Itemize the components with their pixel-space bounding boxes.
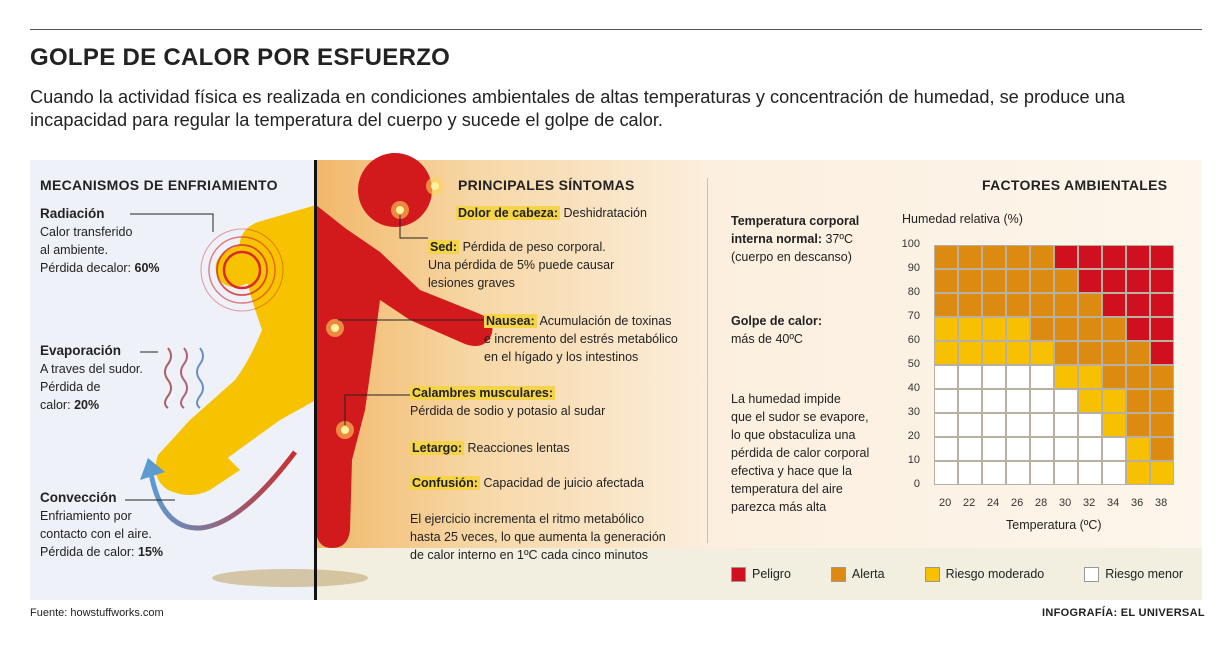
heatmap-cell <box>1126 341 1150 365</box>
heatmap-cell <box>1006 341 1030 365</box>
heatmap-cell <box>1126 269 1150 293</box>
heatmap-cell <box>1150 293 1174 317</box>
heatmap-cell <box>982 461 1006 485</box>
heatmap-cell <box>958 245 982 269</box>
heatmap-legend <box>731 565 1183 583</box>
ejercicio-block <box>410 510 666 564</box>
conveccion-line3: Pérdida de calor: <box>40 545 135 559</box>
heatmap-cell <box>1054 389 1078 413</box>
heatmap-cell <box>1078 365 1102 389</box>
legend-swatch <box>831 567 846 582</box>
heatmap-cell <box>1006 437 1030 461</box>
heatmap-cell <box>1030 365 1054 389</box>
mecanismos-heading: MECANISMOS DE ENFRIAMIENTO <box>40 177 278 193</box>
x-tick-label: 24 <box>987 497 1000 509</box>
heatmap-cell <box>982 365 1006 389</box>
dolor-desc: Deshidratación <box>563 206 647 220</box>
x-tick-label: 36 <box>1131 497 1144 509</box>
heatmap-cell <box>1102 341 1126 365</box>
heatmap-cell <box>1054 413 1078 437</box>
radiacion-block <box>40 205 160 277</box>
evaporation-waves <box>165 348 203 408</box>
heatmap-cell <box>1030 269 1054 293</box>
heatmap-cell <box>934 437 958 461</box>
nausea-title: Nausea: <box>486 314 535 328</box>
temp-normal-label1: Temperatura corporal <box>731 214 860 228</box>
golpe-desc: más de 40ºC <box>731 332 803 346</box>
heatmap-cell <box>1102 389 1126 413</box>
ejercicio-line3: de calor interno en 1ºC cada cinco minutos <box>410 548 649 562</box>
heatmap-cell <box>1078 389 1102 413</box>
legend-label: Riesgo moderado <box>945 567 1045 581</box>
nausea-line1: Acumulación de toxinas <box>539 314 672 328</box>
legend-label: Riesgo menor <box>1105 567 1184 581</box>
radiacion-title: Radiación <box>40 206 105 221</box>
temp-normal-label2: interna normal: <box>731 232 822 246</box>
heatmap-cell <box>1150 341 1174 365</box>
humedad-line2: que el sudor se evapore, <box>731 410 869 424</box>
temp-normal-block <box>731 212 859 266</box>
heatmap-cell <box>982 413 1006 437</box>
y-tick-label: 70 <box>907 310 920 322</box>
calambres-title: Calambres musculares: <box>412 386 554 400</box>
confusion-title: Confusión: <box>412 476 478 490</box>
radiacion-value: 60% <box>134 261 160 275</box>
chart-ylabel: Humedad relativa (%) <box>902 212 1023 226</box>
heatmap-cell <box>958 317 982 341</box>
heatmap-cell <box>982 293 1006 317</box>
heatmap-cell <box>1030 317 1054 341</box>
heatmap-cell <box>1054 269 1078 293</box>
heatmap-cell <box>1030 413 1054 437</box>
y-tick-label: 20 <box>907 430 920 442</box>
sed-line1: Pérdida de peso corporal. <box>462 240 606 254</box>
heatmap-cell <box>1126 437 1150 461</box>
golpe-block <box>731 312 822 348</box>
legend-swatch <box>925 567 940 582</box>
heatmap-cell <box>1054 437 1078 461</box>
heatmap-cell <box>1126 461 1150 485</box>
y-tick-label: 10 <box>907 454 920 466</box>
heatmap-cell <box>958 413 982 437</box>
heatmap-cell <box>958 437 982 461</box>
heatmap-cell <box>1102 245 1126 269</box>
y-tick-label: 60 <box>907 334 920 346</box>
heatmap-cell <box>982 317 1006 341</box>
x-tick-label: 26 <box>1011 497 1024 509</box>
legend-item <box>831 565 885 583</box>
sed-line3: lesiones graves <box>428 276 515 290</box>
heatmap-cell <box>958 269 982 293</box>
evaporacion-block <box>40 342 143 414</box>
temp-normal-line3: (cuerpo en descanso) <box>731 250 852 264</box>
heatmap-cell <box>1150 413 1174 437</box>
ejercicio-line1: El ejercicio incrementa el ritmo metabólico <box>410 512 645 526</box>
heatmap-cell <box>1126 317 1150 341</box>
humedad-line7: parezca más alta <box>731 500 827 514</box>
heatmap-cell <box>1030 341 1054 365</box>
heatmap-cell <box>1102 317 1126 341</box>
heatmap-cell <box>1054 341 1078 365</box>
golpe-label: Golpe de calor: <box>731 314 822 328</box>
heatmap-cell <box>1102 461 1126 485</box>
calambres-line1: Pérdida de sodio y potasio al sudar <box>410 404 606 418</box>
sed-line2: Una pérdida de 5% puede causar <box>428 258 615 272</box>
heatmap-cell <box>958 461 982 485</box>
heatmap-cell <box>1006 293 1030 317</box>
heatmap-cell <box>1006 413 1030 437</box>
heatmap-cell <box>934 341 958 365</box>
heatmap-cell <box>934 317 958 341</box>
y-tick-label: 50 <box>907 358 920 370</box>
heatmap-cell <box>1006 245 1030 269</box>
heatmap-cell <box>958 293 982 317</box>
heatmap-cell <box>1006 461 1030 485</box>
heatmap-cell <box>982 389 1006 413</box>
heatmap-cell <box>982 341 1006 365</box>
heatmap-cell <box>1078 461 1102 485</box>
heatmap-cell <box>1078 317 1102 341</box>
page-title: GOLPE DE CALOR POR ESFUERZO <box>30 44 451 71</box>
heatmap-cell <box>1006 389 1030 413</box>
nausea-block <box>484 312 678 366</box>
heatmap-cell <box>982 245 1006 269</box>
heatmap-cell <box>1102 413 1126 437</box>
conveccion-block <box>40 489 163 561</box>
heatmap-cell <box>934 269 958 293</box>
x-tick-label: 38 <box>1155 497 1168 509</box>
heatmap-cell <box>1102 293 1126 317</box>
heatmap-cell <box>1102 269 1126 293</box>
credit-line: INFOGRAFÍA: EL UNIVERSAL <box>1042 607 1205 619</box>
heatmap-cell <box>1006 365 1030 389</box>
heatmap-cell <box>1126 365 1150 389</box>
heatmap-cell <box>1006 269 1030 293</box>
legend-label: Peligro <box>752 567 791 581</box>
sed-block <box>428 238 614 292</box>
letargo-desc: Reacciones lentas <box>467 441 570 455</box>
heatmap-cell <box>1150 269 1174 293</box>
x-tick-label: 32 <box>1083 497 1096 509</box>
evaporacion-title: Evaporación <box>40 343 122 358</box>
x-tick-label: 30 <box>1059 497 1072 509</box>
heatmap-cell <box>982 437 1006 461</box>
page-subtitle: Cuando la actividad física es realizada en condiciones ambientales de altas temperaturas y concentración de humedad, se produce una incapacidad para regular la temperatura del cuerpo y sucede el golpe de calor. <box>30 87 1125 130</box>
calambres-block <box>410 384 605 420</box>
heatmap-cell <box>1150 461 1174 485</box>
heatmap-y-ticks <box>896 0 926 651</box>
heatmap-cell <box>934 365 958 389</box>
heatmap-cell <box>1078 437 1102 461</box>
dolor-title: Dolor de cabeza: <box>458 206 559 220</box>
y-tick-label: 80 <box>907 286 920 298</box>
heatmap-cell <box>1126 245 1150 269</box>
y-tick-label: 90 <box>907 262 920 274</box>
x-tick-label: 28 <box>1035 497 1048 509</box>
heatmap-cell <box>1102 437 1126 461</box>
legend-swatch <box>1084 567 1099 582</box>
humedad-line4: pérdida de calor corporal <box>731 446 870 460</box>
humedad-line3: lo que obstaculiza una <box>731 428 856 442</box>
humedad-block <box>731 390 869 516</box>
heatmap-cell <box>1150 437 1174 461</box>
humedad-line1: La humedad impide <box>731 392 841 406</box>
heatmap-cell <box>1054 461 1078 485</box>
ejercicio-line2: hasta 25 veces, lo que aumenta la generación <box>410 530 666 544</box>
x-tick-label: 34 <box>1107 497 1120 509</box>
temp-normal-value: 37ºC <box>825 232 853 246</box>
heatmap-cell <box>934 389 958 413</box>
dolor-block <box>456 204 647 222</box>
x-tick-label: 20 <box>939 497 952 509</box>
radiacion-line3: Pérdida decalor: <box>40 261 132 275</box>
runner-yellow-half <box>156 205 316 495</box>
radiacion-line2: al ambiente. <box>40 243 109 257</box>
heatmap-cell <box>1150 245 1174 269</box>
heatmap-cell <box>1126 413 1150 437</box>
confusion-block <box>410 474 644 492</box>
y-tick-label: 100 <box>901 238 920 250</box>
heatmap-cell <box>1030 437 1054 461</box>
heatmap-cell <box>1150 317 1174 341</box>
heatmap-cell <box>1030 461 1054 485</box>
panel-divider <box>314 160 317 600</box>
heatmap-cell <box>1078 293 1102 317</box>
humedad-line5: efectiva y hace que la <box>731 464 852 478</box>
legend-item <box>1084 565 1183 583</box>
letargo-title: Letargo: <box>412 441 462 455</box>
radiacion-line1: Calor transferido <box>40 225 133 239</box>
heatmap-cell <box>958 341 982 365</box>
heatmap-cell <box>934 461 958 485</box>
heatmap-cell <box>1150 389 1174 413</box>
evaporacion-line1: A traves del sudor. <box>40 362 143 376</box>
y-tick-label: 0 <box>913 478 920 490</box>
y-tick-label: 30 <box>907 406 920 418</box>
heatmap-cell <box>958 365 982 389</box>
chart-xlabel: Temperatura (ºC) <box>1006 518 1102 532</box>
heatmap-cell <box>934 293 958 317</box>
legend-item <box>731 565 791 583</box>
conveccion-value: 15% <box>138 545 164 559</box>
heatmap-cell <box>1078 269 1102 293</box>
heatmap-cell <box>1030 293 1054 317</box>
nausea-line3: en el hígado y los intestinos <box>484 350 639 364</box>
heatmap-cell <box>1078 245 1102 269</box>
heatmap-cell <box>934 245 958 269</box>
confusion-desc: Capacidad de juicio afectada <box>483 476 644 490</box>
legend-label: Alerta <box>851 567 885 581</box>
sintomas-heading: PRINCIPALES SÍNTOMAS <box>458 177 635 193</box>
heatmap-cell <box>982 269 1006 293</box>
letargo-block <box>410 439 570 457</box>
heatmap-cell <box>1102 365 1126 389</box>
heatmap-cell <box>934 413 958 437</box>
heatmap-cell <box>1150 365 1174 389</box>
heatmap-cell <box>1030 245 1054 269</box>
heatmap-cell <box>1054 317 1078 341</box>
legend-swatch <box>731 567 746 582</box>
evaporacion-value: 20% <box>74 398 100 412</box>
conveccion-title: Convección <box>40 490 117 505</box>
heatmap-cell <box>1054 293 1078 317</box>
heatmap-cell <box>1006 317 1030 341</box>
heatmap-cell <box>1078 341 1102 365</box>
evaporacion-line3: calor: <box>40 398 71 412</box>
column-divider <box>707 178 708 543</box>
humedad-line6: temperatura del aire <box>731 482 843 496</box>
heatmap-cell <box>1030 389 1054 413</box>
factores-heading: FACTORES AMBIENTALES <box>982 177 1168 193</box>
heatmap-cell <box>1126 389 1150 413</box>
y-tick-label: 40 <box>907 382 920 394</box>
heatmap-cell <box>1054 365 1078 389</box>
legend-item <box>925 565 1045 583</box>
conveccion-line1: Enfriamiento por <box>40 509 132 523</box>
source-note: Fuente: howstuffworks.com <box>30 607 164 619</box>
conveccion-line2: contacto con el aire. <box>40 527 152 541</box>
heatmap-cell <box>1054 245 1078 269</box>
heatmap-cell <box>1078 413 1102 437</box>
evaporacion-line2: Pérdida de <box>40 380 101 394</box>
nausea-line2: e incremento del estrés metabólico <box>484 332 678 346</box>
heatmap-cell <box>958 389 982 413</box>
heatmap-cell <box>1126 293 1150 317</box>
heatmap-x-ticks <box>934 497 1174 513</box>
heatmap-grid <box>934 245 1174 485</box>
x-tick-label: 22 <box>963 497 976 509</box>
sed-title: Sed: <box>430 240 458 254</box>
